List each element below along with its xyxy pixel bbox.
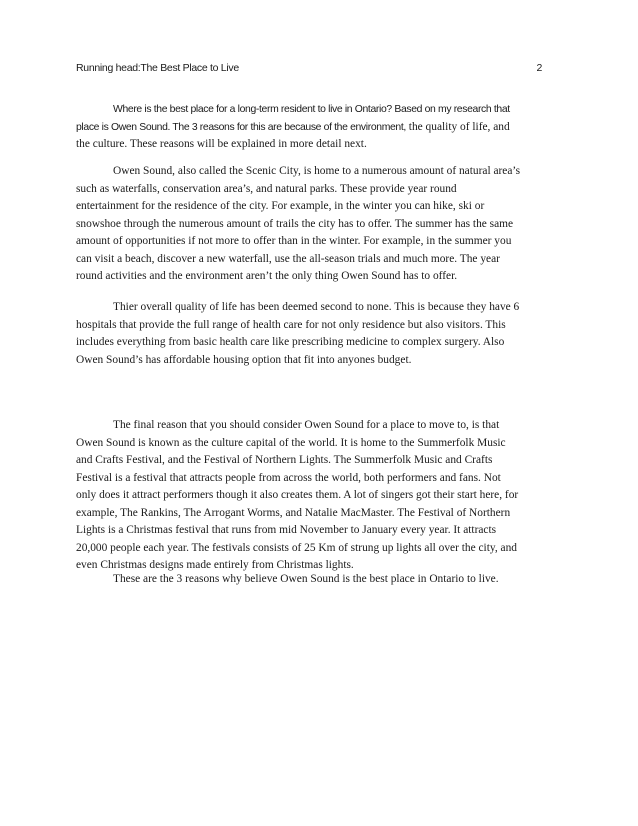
quality-of-life-paragraph (76, 299, 564, 369)
paragraph-line: Owen Sound is known as the culture capital of the world. It is home to the Summerfolk Music (76, 436, 506, 449)
intro-line: the culture. These reasons will be explained in more detail next. (76, 138, 367, 150)
paragraph-line: even Christmas designs made entirely from Christmas lights. (76, 559, 354, 571)
paragraph-line: 20,000 people each year. The festivals consists of 25 Km of strung up lights all over the city, and (76, 541, 517, 554)
paragraph-line: Lights is a Christmas festival that runs from mid November to January every year. It attracts (76, 524, 497, 536)
conclusion-paragraph (76, 571, 564, 589)
paragraph-line: Festival is a festival that attracts people from across the world, both performers and fans. Not (76, 471, 501, 484)
paragraph-line: round activities and the environment aren’t the only thing Owen Sound has to offer. (76, 270, 458, 282)
page-number: 2 (536, 62, 542, 74)
paragraph-line: snowshoe through the numerous amount of trails the city has to offer. The summer has the same (76, 217, 514, 230)
paragraph-line: only does it attract performers though it also creates them. A lot of singers got their start here, for (76, 489, 519, 501)
paragraph-line: Owen Sound, also called the Scenic City, is home to a numerous amount of natural area’s (113, 165, 521, 177)
paragraph-line: Thier overall quality of life has been deemed second to none. This is because they have 6 (113, 301, 520, 313)
paragraph-line: Owen Sound’s has affordable housing option that fit into anyones budget. (76, 353, 412, 366)
paragraph-line: and Crafts Festival, and the Festival of Northern Lights. The Summerfolk Music and Crafts (76, 454, 493, 466)
paragraph-line: example, The Rankins, The Arrogant Worms, and Natalie MacMaster. The Festival of Northern (76, 506, 511, 519)
page-header (76, 60, 542, 76)
paragraph-line: amount of opportunities if not more to offer than in the winter. For example, in the summer you (76, 235, 512, 247)
culture-paragraph (76, 417, 564, 575)
intro-line (76, 119, 564, 137)
intro-line-sans-part: place is Owen Sound. The 3 reasons for this are because of the environment, (76, 121, 406, 133)
paragraph-line: such as waterfalls, conservation area’s, and natural parks. These provide year round (76, 182, 457, 195)
paragraph-line: These are the 3 reasons why believe Owen Sound is the best place in Ontario to live. (113, 573, 499, 585)
paragraph-line: entertainment for the residence of the city. For example, in the winter you can hike, ski or (76, 200, 485, 212)
intro-line: Where is the best place for a long-term resident to live in Ontario? Based on my research that (113, 104, 510, 115)
paragraph-line: The final reason that you should consider Owen Sound for a place to move to, is that (113, 419, 500, 431)
paragraph-line: can visit a beach, discover a new waterfall, use the all-season trials and much more. The year (76, 252, 500, 265)
paragraph-line: hospitals that provide the full range of health care for not only residence but also visitors. This (76, 318, 506, 331)
intro-paragraph (76, 101, 564, 154)
running-head: Running head:The Best Place to Live (76, 62, 239, 74)
paragraph-line: includes everything from basic health care like prescribing medicine to complex surgery. Also (76, 336, 505, 348)
intro-line-serif-part: the quality of life, and (405, 120, 510, 133)
environment-paragraph (76, 163, 564, 286)
